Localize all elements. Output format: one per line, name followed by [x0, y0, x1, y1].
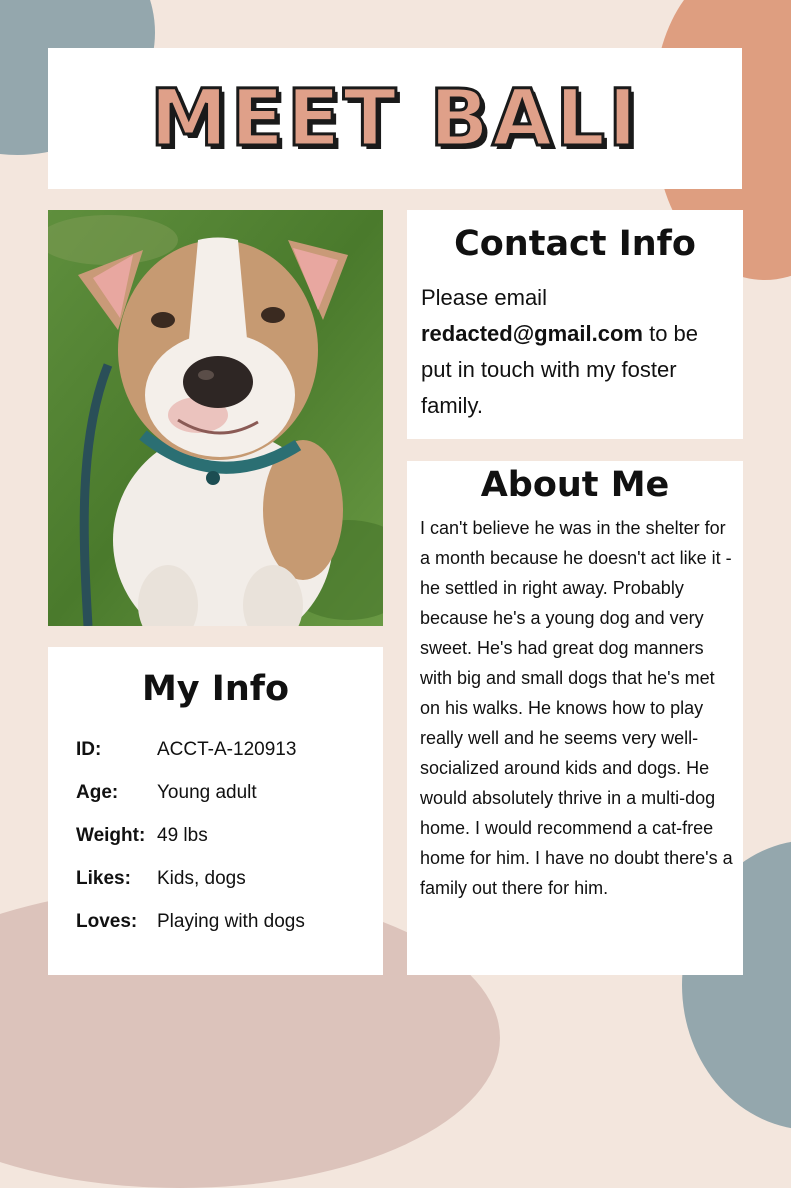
- contact-text: [421, 280, 721, 424]
- info-row-age: [76, 782, 383, 825]
- title-banner: [48, 48, 742, 189]
- info-label: ID:: [76, 739, 102, 760]
- my-info-heading: My Info: [141, 669, 290, 709]
- info-value: ACCT-A-120913: [157, 739, 297, 760]
- my-info-card: [48, 647, 383, 975]
- about-heading: About Me: [480, 465, 670, 505]
- info-row-likes: [76, 868, 383, 911]
- contact-card: [407, 210, 743, 439]
- contact-email: redacted@gmail.com: [421, 321, 643, 346]
- contact-text-before: Please email: [421, 285, 547, 310]
- page-title: MEET BALI: [149, 73, 641, 164]
- dog-illustration: [48, 210, 383, 626]
- dog-photo: [48, 210, 383, 626]
- info-row-loves: [76, 911, 383, 954]
- info-value: 49 lbs: [157, 825, 208, 846]
- contact-heading: Contact Info: [454, 224, 696, 264]
- info-value: Kids, dogs: [157, 868, 246, 889]
- info-label: Loves:: [76, 911, 138, 932]
- info-label: Weight:: [76, 825, 146, 846]
- info-label: Age:: [76, 782, 119, 803]
- info-row-id: [76, 739, 383, 782]
- about-body: I can't believe he was in the shelter for a month because he doesn't act like it - he settled in right away. Probably because he's a young dog and very sweet. He's had great dog manners with big and small dogs that he's met on his walks. He knows how to play really well and he seems very well-socialized around kids and dogs. He would absolutely thrive in a multi-dog home. I would recommend a cat-free home for him. I have no doubt there's a family out there for him.: [420, 518, 733, 898]
- info-row-weight: [76, 825, 383, 868]
- contact-text-after: to be put in touch with my foster family.: [421, 321, 699, 418]
- info-label: Likes:: [76, 868, 131, 889]
- info-value: Playing with dogs: [157, 911, 305, 932]
- about-card: [407, 461, 743, 975]
- info-value: Young adult: [157, 782, 257, 803]
